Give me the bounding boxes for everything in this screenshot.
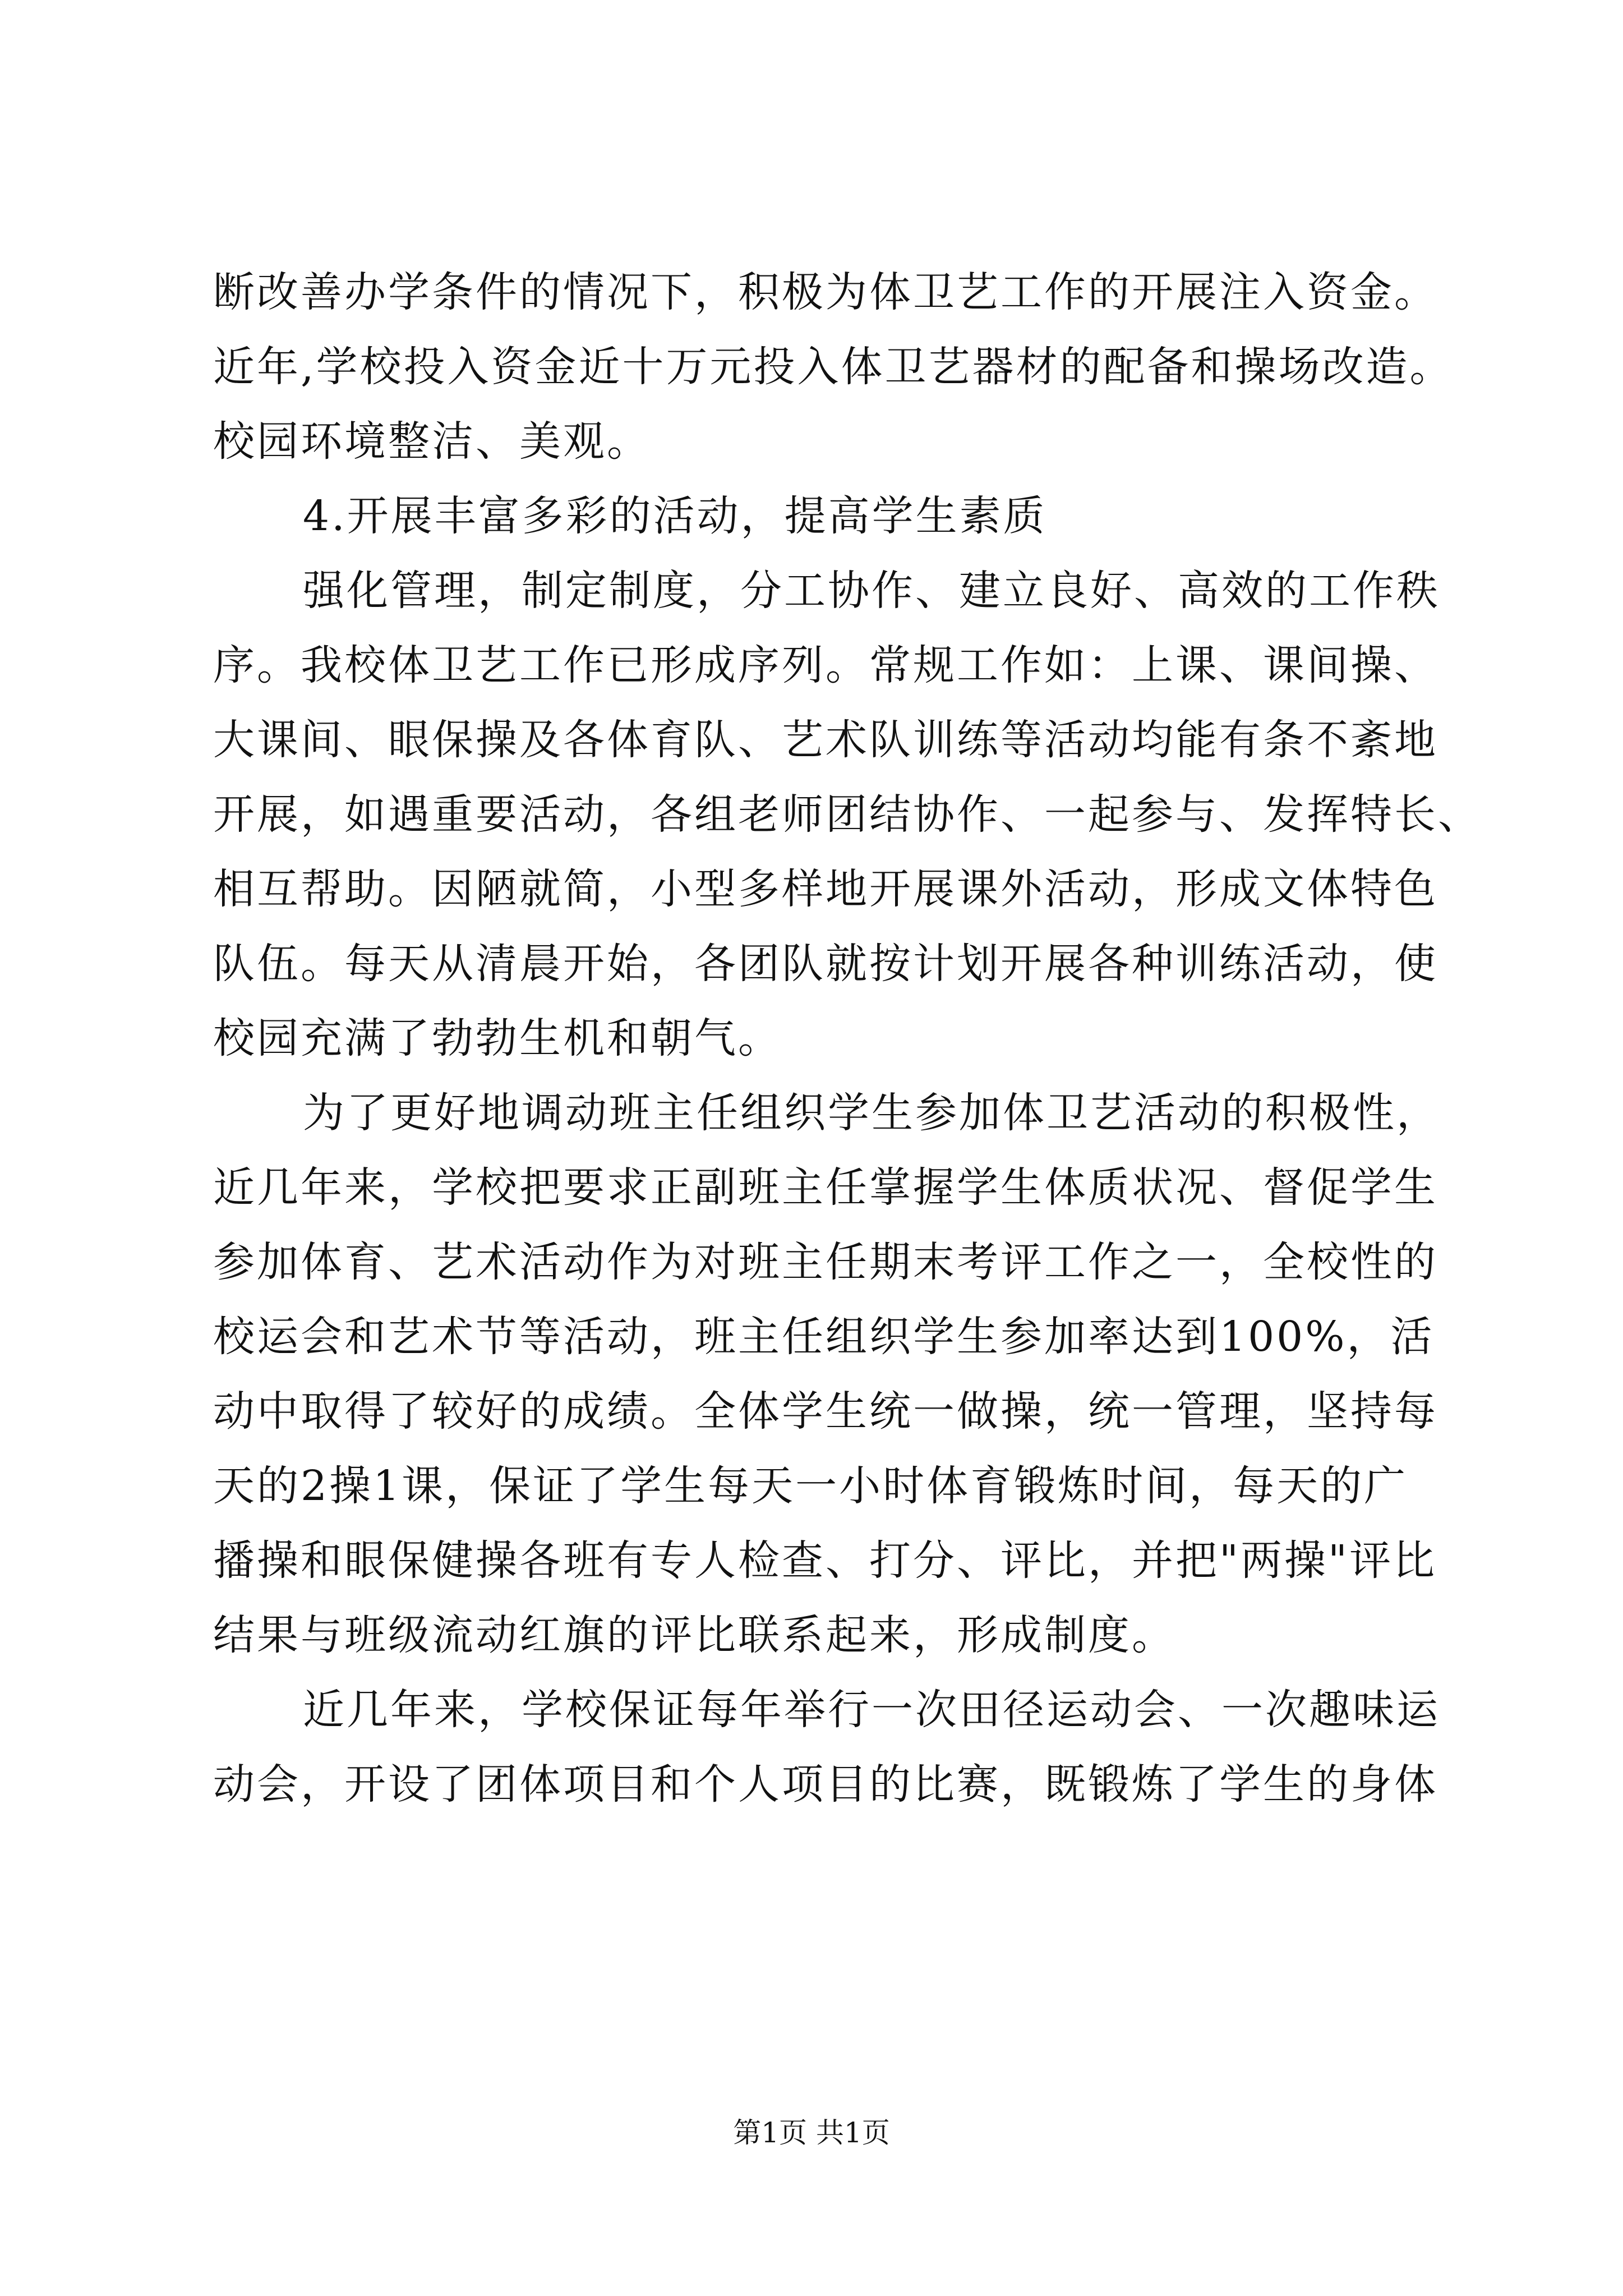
text-line: 开展，如遇重要活动，各组老师团结协作、一起参与、发挥特长、: [213, 790, 1482, 839]
text-line: 序。我校体卫艺工作已形成序列。常规工作如：上课、课间操、: [213, 641, 1438, 689]
page-footer: 第1页 共1页: [733, 2116, 890, 2149]
text-line: 动会，开设了团体项目和个人项目的比赛，既锻炼了学生的身体: [213, 1760, 1438, 1809]
text-line: 近年,学校投入资金近十万元投入体卫艺器材的配备和操场改造。: [213, 343, 1454, 391]
text-line: 校园环境整洁、美观。: [213, 417, 651, 466]
text-line: 天的2操1课，保证了学生每天一小时体育锻炼时间，每天的广: [213, 1462, 1408, 1510]
text-line: 强化管理，制定制度，分工协作、建立良好、高效的工作秩: [303, 567, 1440, 615]
text-line: 校园充满了勃勃生机和朝气。: [213, 1014, 782, 1062]
text-line: 动中取得了较好的成绩。全体学生统一做操，统一管理，坚持每: [213, 1387, 1438, 1435]
text-line: 近几年来，学校保证每年举行一次田径运动会、一次趣味运: [303, 1686, 1440, 1734]
text-line: 校运会和艺术节等活动，班主任组织学生参加率达到100%，活: [213, 1313, 1435, 1361]
text-line: 参加体育、艺术活动作为对班主任期末考评工作之一，全校性的: [213, 1238, 1438, 1286]
section-heading: 4.开展丰富多彩的活动，提高学生素质: [303, 492, 1047, 540]
text-line: 断改善办学条件的情况下，积极为体卫艺工作的开展注入资金。: [213, 268, 1438, 316]
text-line: 大课间、眼保操及各体育队、艺术队训练等活动均能有条不紊地: [213, 716, 1438, 764]
text-line: 结果与班级流动红旗的评比联系起来，形成制度。: [213, 1611, 1175, 1659]
text-line: 相互帮助。因陋就简，小型多样地开展课外活动，形成文体特色: [213, 865, 1438, 913]
text-line: 播操和眼保健操各班有专人检查、打分、评比，并把"两操"评比: [213, 1536, 1437, 1585]
text-line: 为了更好地调动班主任组织学生参加体卫艺活动的积极性，: [303, 1089, 1440, 1137]
text-line: 队伍。每天从清晨开始，各团队就按计划开展各种训练活动，使: [213, 940, 1438, 988]
text-line: 近几年来，学校把要求正副班主任掌握学生体质状况、督促学生: [213, 1163, 1438, 1212]
body-text: [213, 255, 1482, 1822]
